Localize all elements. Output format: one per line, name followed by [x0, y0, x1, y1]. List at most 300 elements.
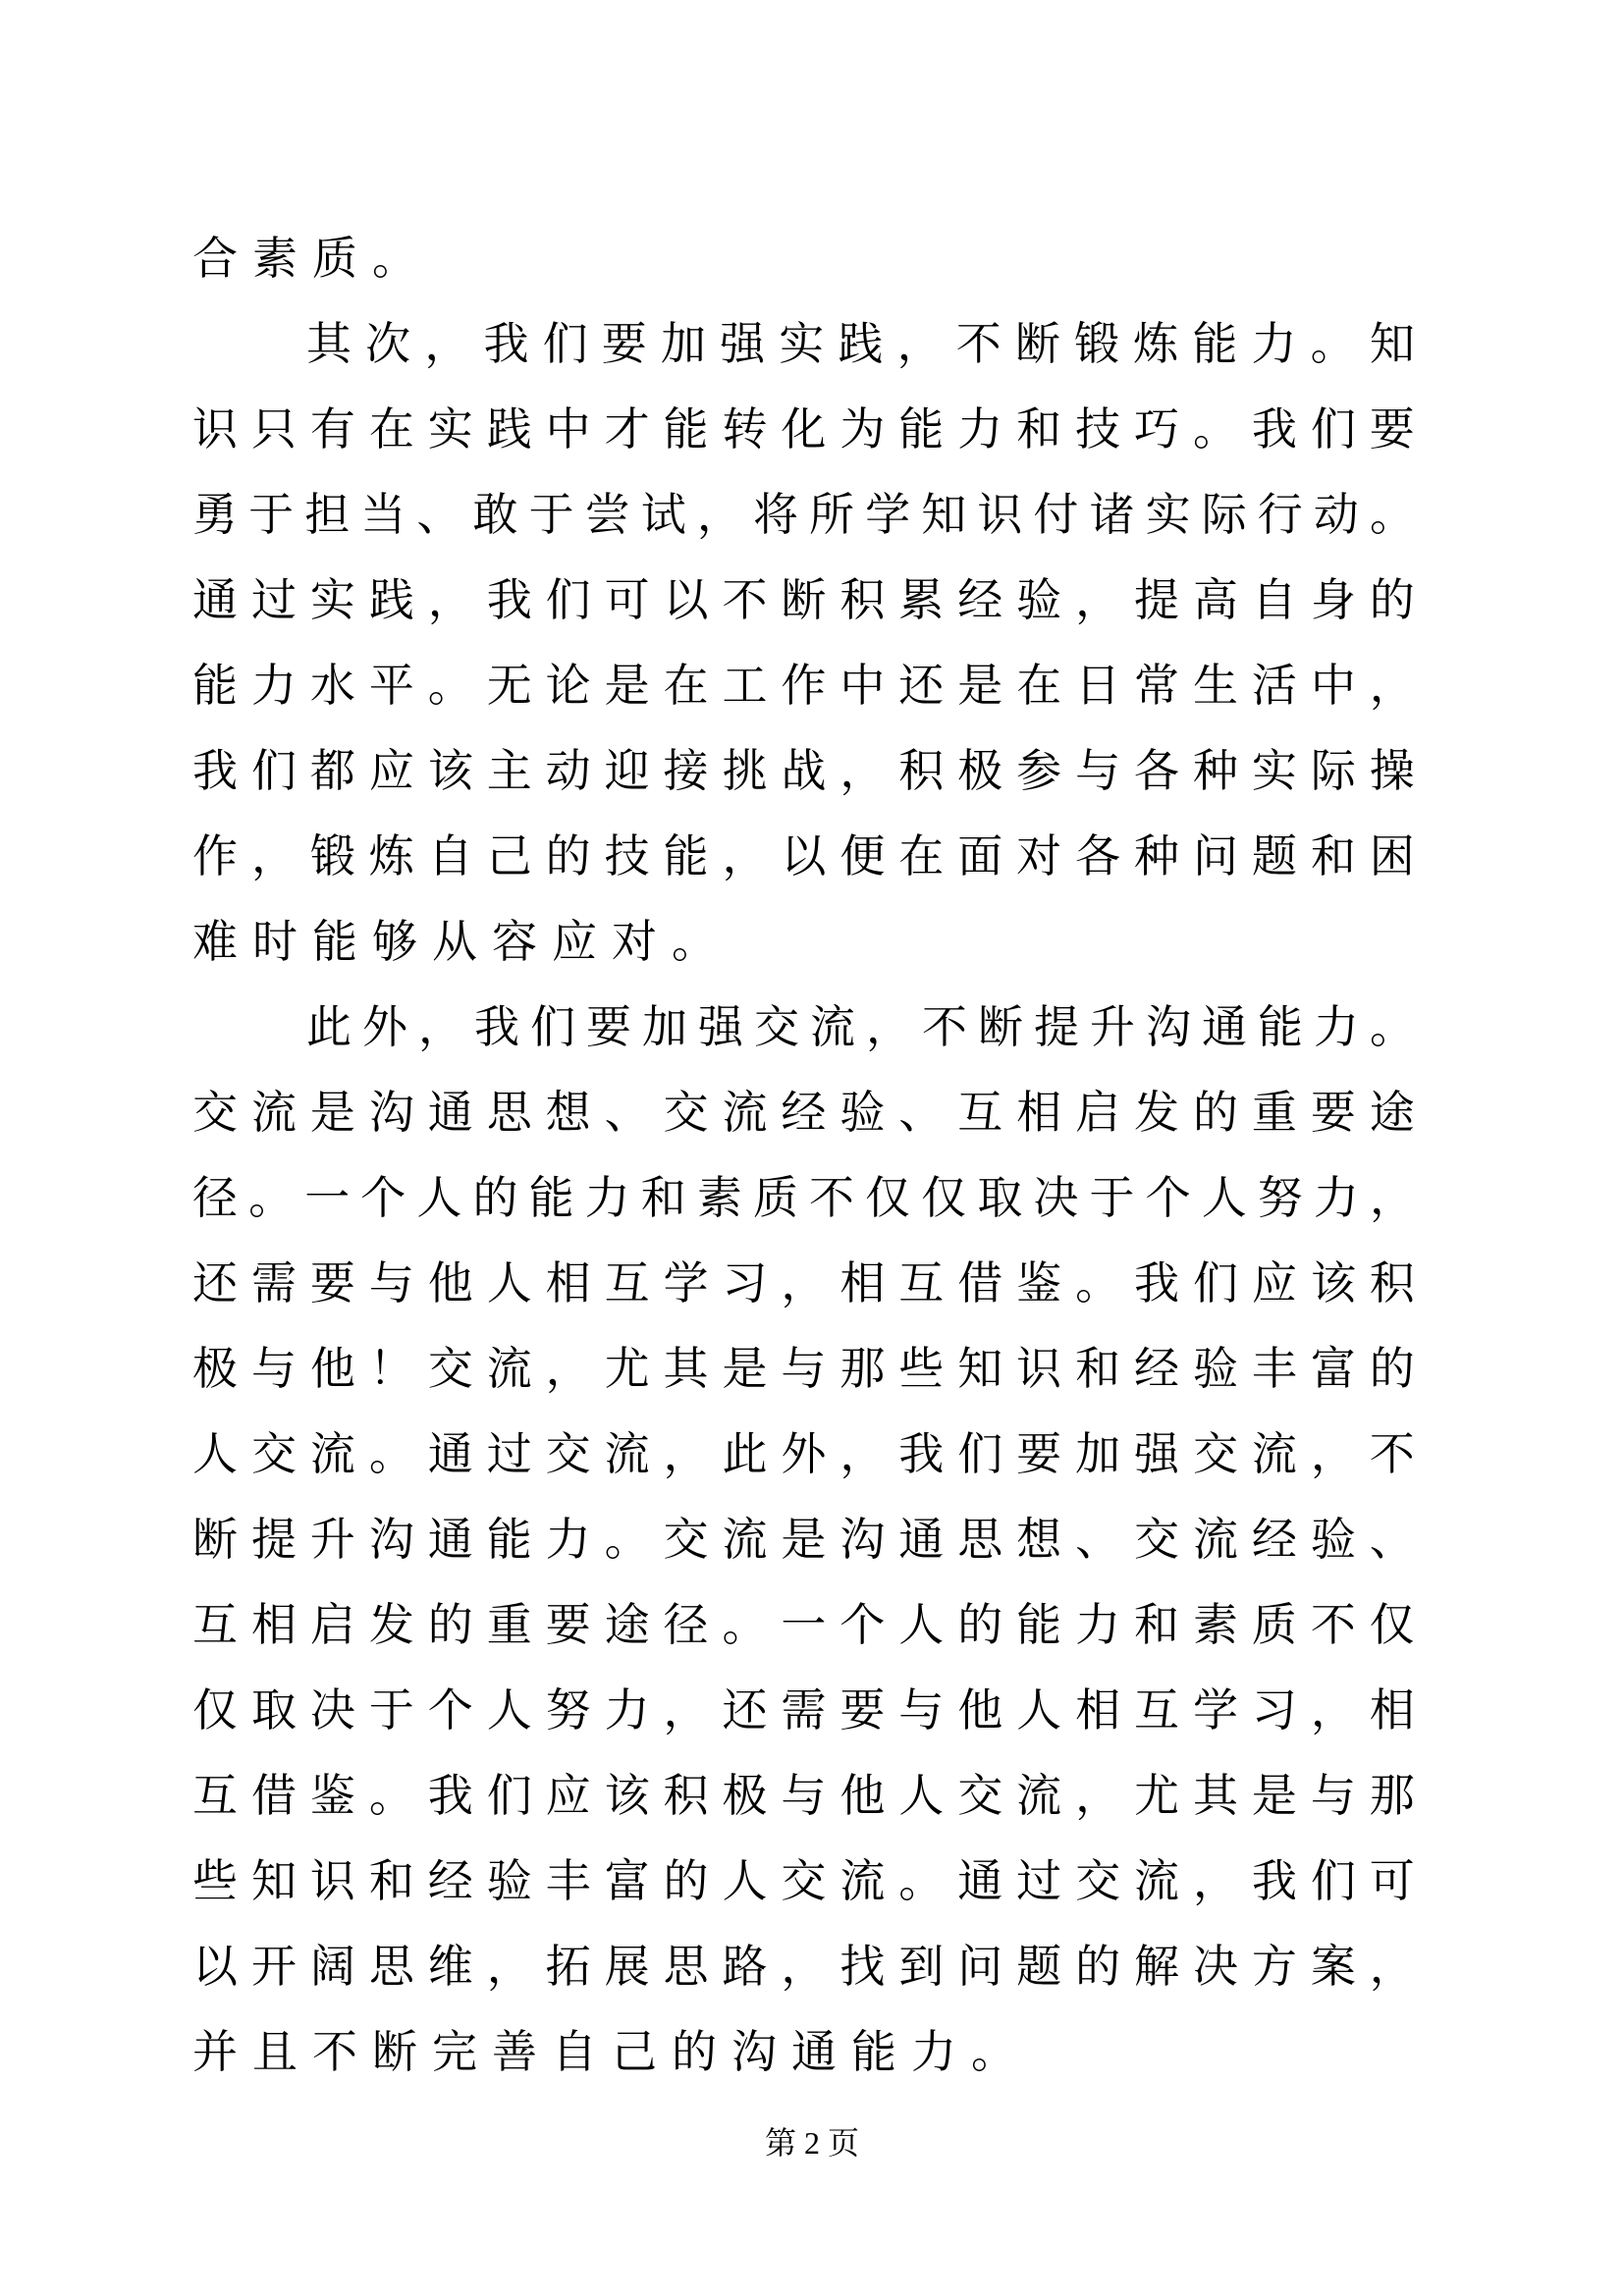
char: 交 — [957, 1769, 1003, 1821]
char: 取 — [250, 1683, 297, 1735]
char: 有 — [309, 402, 355, 454]
text-line — [192, 383, 1415, 468]
char: 中 — [545, 402, 591, 454]
text-line — [192, 1237, 1415, 1322]
char: 。 — [971, 2025, 1016, 2077]
char: 各 — [1075, 829, 1121, 881]
char: 要 — [545, 1598, 591, 1650]
char: 们 — [1310, 1854, 1356, 1906]
document-body — [192, 212, 1415, 2091]
char: 我 — [474, 1000, 519, 1052]
char: 强 — [698, 1000, 743, 1052]
char: 还 — [722, 1683, 768, 1735]
char: 和 — [1075, 1342, 1121, 1394]
char: 是 — [1251, 1769, 1297, 1821]
char: 作 — [192, 829, 238, 881]
char: 加 — [1075, 1427, 1121, 1479]
char: 题 — [1016, 1940, 1062, 1992]
char: 流 — [604, 1427, 650, 1479]
char: 与 — [781, 1342, 827, 1394]
char: 中 — [839, 659, 886, 711]
char: 转 — [722, 402, 768, 454]
char: 经 — [427, 1854, 473, 1906]
char: 不 — [312, 2025, 357, 2077]
char: 要 — [1369, 402, 1415, 454]
char: 想 — [1016, 1513, 1062, 1565]
char: 通 — [427, 1513, 473, 1565]
char: 、 — [604, 1086, 650, 1138]
char: ！ — [368, 1342, 414, 1394]
char: 、 — [1369, 1513, 1415, 1565]
char: 不 — [809, 1171, 855, 1223]
char: 的 — [1369, 1342, 1415, 1394]
char: 通 — [427, 1427, 473, 1479]
char: 力 — [911, 2025, 956, 2077]
char: 需 — [781, 1683, 827, 1735]
char: 时 — [252, 915, 298, 967]
char: 极 — [192, 1342, 238, 1394]
char: 迎 — [604, 744, 650, 796]
char: 和 — [368, 1854, 414, 1906]
char: 他 — [839, 1769, 886, 1821]
char: 要 — [309, 1256, 355, 1308]
char: 沟 — [731, 2025, 777, 2077]
char: 平 — [368, 659, 414, 711]
char: 以 — [192, 1940, 238, 1992]
char: 验 — [1310, 1513, 1356, 1565]
char: ， — [1075, 573, 1121, 625]
char: 巧 — [1134, 402, 1179, 454]
char: 流 — [1251, 1427, 1297, 1479]
char: 实 — [779, 317, 825, 369]
char: 和 — [1134, 1598, 1179, 1650]
char: 相 — [1369, 1683, 1415, 1735]
char: 容 — [492, 915, 537, 967]
char: ， — [1075, 1769, 1121, 1821]
char: 到 — [898, 1940, 945, 1992]
char: 与 — [368, 1256, 414, 1308]
char: 径 — [663, 1598, 709, 1650]
char: 质 — [1251, 1598, 1297, 1650]
char: 面 — [957, 829, 1003, 881]
char: ， — [250, 829, 297, 881]
char: 质 — [312, 232, 357, 284]
char: 互 — [898, 1256, 945, 1308]
char: 流 — [1016, 1769, 1062, 1821]
char: 交 — [250, 1427, 297, 1479]
char: 努 — [1257, 1171, 1303, 1223]
char: 交 — [545, 1427, 591, 1479]
char: 此 — [722, 1427, 768, 1479]
char: 过 — [1016, 1854, 1062, 1906]
char: 主 — [486, 744, 532, 796]
char: 便 — [839, 829, 886, 881]
page-footer — [0, 2118, 1624, 2163]
text-line — [192, 895, 1415, 981]
char: 通 — [898, 1513, 945, 1565]
char: 在 — [898, 829, 945, 881]
char: 经 — [1251, 1513, 1297, 1565]
char: 应 — [1251, 1256, 1297, 1308]
char: 知 — [921, 488, 967, 540]
text-line — [192, 468, 1415, 554]
char: 那 — [1369, 1769, 1415, 1821]
char: 作 — [781, 659, 827, 711]
char: 识 — [309, 1854, 355, 1906]
char: 交 — [427, 1342, 473, 1394]
text-line — [192, 810, 1415, 895]
char: 人 — [898, 1769, 945, 1821]
text-line — [192, 1322, 1415, 1408]
char: 论 — [545, 659, 591, 711]
char: 水 — [309, 659, 355, 711]
char: 。 — [368, 1769, 414, 1821]
char: 力 — [1075, 1598, 1121, 1650]
char: 他 — [427, 1256, 473, 1308]
char: 加 — [660, 317, 706, 369]
char: 与 — [898, 1683, 945, 1735]
char: 借 — [250, 1769, 297, 1821]
char: 决 — [1192, 1940, 1238, 1992]
char: 际 — [1201, 488, 1247, 540]
char: ， — [696, 488, 742, 540]
char: 途 — [1369, 1086, 1415, 1138]
char: 沟 — [1146, 1000, 1191, 1052]
char: 身 — [1310, 573, 1356, 625]
char: 需 — [250, 1256, 297, 1308]
char: 己 — [486, 829, 532, 881]
char: 径 — [192, 1171, 238, 1223]
char: 人 — [898, 1598, 945, 1650]
char: 够 — [372, 915, 417, 967]
char: 实 — [1145, 488, 1191, 540]
char: 累 — [898, 573, 945, 625]
char: 断 — [192, 1513, 238, 1565]
char: 人 — [486, 1683, 532, 1735]
text-line — [192, 1835, 1415, 1920]
char: 拓 — [545, 1940, 591, 1992]
char: 动 — [545, 744, 591, 796]
char: 人 — [416, 1171, 462, 1223]
text-line — [192, 212, 1415, 297]
char: 个 — [360, 1171, 406, 1223]
char: 。 — [898, 1854, 945, 1906]
char: 。 — [722, 1598, 768, 1650]
char: 能 — [1192, 317, 1238, 369]
char: 合 — [192, 232, 238, 284]
char: 要 — [839, 1683, 886, 1735]
char: 在 — [663, 659, 709, 711]
char: 强 — [1134, 1427, 1179, 1479]
char: 断 — [781, 573, 827, 625]
char: 交 — [663, 1086, 709, 1138]
char: 仅 — [1369, 1598, 1415, 1650]
char: 积 — [1369, 1256, 1415, 1308]
char: ， — [866, 1000, 911, 1052]
char: 挑 — [722, 744, 768, 796]
char: 诸 — [1089, 488, 1135, 540]
char: 践 — [838, 317, 884, 369]
char: 习 — [1251, 1683, 1297, 1735]
char: 交 — [1134, 1513, 1179, 1565]
char: 识 — [192, 402, 238, 454]
char: 努 — [545, 1683, 591, 1735]
char: 锻 — [309, 829, 355, 881]
char: 经 — [957, 573, 1003, 625]
char: ， — [1310, 1683, 1356, 1735]
char: ， — [486, 1940, 532, 1992]
char: 相 — [839, 1256, 886, 1308]
char: 识 — [977, 488, 1023, 540]
char: 的 — [663, 1854, 709, 1906]
char: ， — [418, 1000, 463, 1052]
char: 且 — [252, 2025, 298, 2077]
char: 行 — [1257, 488, 1303, 540]
char: 应 — [545, 1769, 591, 1821]
char: 我 — [483, 317, 529, 369]
char: 完 — [432, 2025, 477, 2077]
char: 互 — [1134, 1683, 1179, 1735]
char: 以 — [663, 573, 709, 625]
text-line — [192, 981, 1415, 1066]
char: 不 — [922, 1000, 967, 1052]
char: 鉴 — [1016, 1256, 1062, 1308]
char: 断 — [978, 1000, 1023, 1052]
char: 路 — [722, 1940, 768, 1992]
char: 案 — [1310, 1940, 1356, 1992]
char: 互 — [192, 1769, 238, 1821]
char: 困 — [1369, 829, 1415, 881]
char: 于 — [368, 1683, 414, 1735]
char: 。 — [1192, 402, 1238, 454]
char: 途 — [604, 1598, 650, 1650]
char: 该 — [604, 1769, 650, 1821]
char: 可 — [1369, 1854, 1415, 1906]
char: 那 — [839, 1342, 886, 1394]
char: 并 — [192, 2025, 238, 2077]
char: 们 — [542, 317, 588, 369]
char: 能 — [898, 402, 945, 454]
char: 思 — [486, 1086, 532, 1138]
char: 要 — [1310, 1086, 1356, 1138]
char: 人 — [722, 1854, 768, 1906]
char: 能 — [851, 2025, 896, 2077]
text-line — [192, 554, 1415, 639]
char: 素 — [696, 1171, 742, 1223]
char: ， — [663, 1683, 709, 1735]
char: 们 — [530, 1000, 575, 1052]
char: 提 — [1134, 573, 1179, 625]
text-line — [192, 1408, 1415, 1493]
char: 该 — [1310, 1256, 1356, 1308]
char: 以 — [781, 829, 827, 881]
char: 炼 — [1133, 317, 1179, 369]
char: 加 — [642, 1000, 687, 1052]
char: 题 — [1251, 829, 1297, 881]
char: 其 — [306, 317, 352, 369]
char: 个 — [839, 1598, 886, 1650]
char: 通 — [791, 2025, 837, 2077]
char: 识 — [1016, 1342, 1062, 1394]
char: 、 — [1075, 1513, 1121, 1565]
text-line — [192, 639, 1415, 724]
char: ， — [781, 1256, 827, 1308]
char: 流 — [1192, 1513, 1238, 1565]
char: 方 — [1251, 1940, 1297, 1992]
char: ， — [1310, 1427, 1356, 1479]
char: 实 — [309, 573, 355, 625]
char: 能 — [312, 915, 357, 967]
char: 强 — [720, 317, 766, 369]
char: 们 — [957, 1427, 1003, 1479]
char: 我 — [427, 1769, 473, 1821]
char: 各 — [1134, 744, 1179, 796]
char: 实 — [427, 402, 473, 454]
char: 接 — [663, 744, 709, 796]
char: 力 — [250, 659, 297, 711]
char: 启 — [309, 1598, 355, 1650]
char: 不 — [955, 317, 1001, 369]
char: 借 — [957, 1256, 1003, 1308]
char: 过 — [486, 1427, 532, 1479]
char: 决 — [1033, 1171, 1079, 1223]
char: 过 — [250, 573, 297, 625]
char: 验 — [1016, 573, 1062, 625]
char: 们 — [1192, 1256, 1238, 1308]
char: 流 — [839, 1854, 886, 1906]
char: 通 — [957, 1854, 1003, 1906]
char: 发 — [368, 1598, 414, 1650]
char: 。 — [1075, 1256, 1121, 1308]
char: 思 — [957, 1513, 1003, 1565]
char: 。 — [372, 232, 417, 284]
char: ， — [839, 1427, 886, 1479]
char: 敢 — [472, 488, 518, 540]
char: 是 — [957, 659, 1003, 711]
char: 富 — [604, 1854, 650, 1906]
char: 与 — [781, 1769, 827, 1821]
char: 从 — [432, 915, 477, 967]
char: 知 — [1369, 317, 1415, 369]
char: 他 — [309, 1342, 355, 1394]
char: 能 — [663, 402, 709, 454]
char: 不 — [1310, 1598, 1356, 1650]
char: 力 — [545, 1513, 591, 1565]
char: 相 — [250, 1598, 297, 1650]
char: 能 — [486, 1513, 532, 1565]
char: 学 — [663, 1256, 709, 1308]
char: ， — [663, 1427, 709, 1479]
char: 与 — [250, 1342, 297, 1394]
char: 重 — [486, 1598, 532, 1650]
char: ， — [545, 1342, 591, 1394]
char: 与 — [1075, 744, 1121, 796]
char: 可 — [604, 573, 650, 625]
char: 交 — [1075, 1854, 1121, 1906]
char: 知 — [957, 1342, 1003, 1394]
char: 要 — [1016, 1427, 1062, 1479]
text-line — [192, 1749, 1415, 1835]
char: 的 — [427, 1598, 473, 1650]
char: 种 — [1192, 744, 1238, 796]
char: 们 — [545, 573, 591, 625]
char: 力 — [1313, 1171, 1359, 1223]
text-line — [192, 1493, 1415, 1578]
char: 人 — [1016, 1683, 1062, 1735]
char: 们 — [1310, 402, 1356, 454]
char: 践 — [486, 402, 532, 454]
char: 力 — [604, 1683, 650, 1735]
char: 我 — [486, 573, 532, 625]
char: 我 — [898, 1427, 945, 1479]
char: 善 — [492, 2025, 537, 2077]
char: 沟 — [368, 1513, 414, 1565]
char: 阔 — [309, 1940, 355, 1992]
char: 相 — [1075, 1683, 1121, 1735]
char: 维 — [427, 1940, 473, 1992]
char: 习 — [722, 1256, 768, 1308]
char: 次 — [365, 317, 411, 369]
char: 思 — [663, 1940, 709, 1992]
char: 积 — [663, 1769, 709, 1821]
char: 验 — [839, 1086, 886, 1138]
char: ， — [781, 1940, 827, 1992]
char: 才 — [604, 402, 650, 454]
char: 沟 — [368, 1086, 414, 1138]
char: 的 — [1192, 1086, 1238, 1138]
char: 付 — [1033, 488, 1079, 540]
char: 应 — [368, 744, 414, 796]
char: 高 — [1192, 573, 1238, 625]
char: 展 — [604, 1940, 650, 1992]
char: 还 — [192, 1256, 238, 1308]
char: 决 — [309, 1683, 355, 1735]
char: 外 — [362, 1000, 407, 1052]
text-line — [192, 2005, 1415, 2091]
char: 解 — [1134, 1940, 1179, 1992]
char: 流 — [722, 1513, 768, 1565]
char: 极 — [722, 1769, 768, 1821]
char: 在 — [1016, 659, 1062, 711]
char: 生 — [1192, 659, 1238, 711]
char: 中 — [1310, 659, 1356, 711]
char: ， — [722, 829, 768, 881]
char: 此 — [306, 1000, 352, 1052]
char: 。 — [1370, 1000, 1415, 1052]
char: 动 — [1313, 488, 1359, 540]
char: 能 — [1258, 1000, 1303, 1052]
char: 丰 — [545, 1854, 591, 1906]
char: 践 — [368, 573, 414, 625]
char: 的 — [545, 829, 591, 881]
char: 验 — [1192, 1342, 1238, 1394]
char: 炼 — [368, 829, 414, 881]
char: 仅 — [192, 1683, 238, 1735]
text-line — [192, 724, 1415, 810]
char: 所 — [809, 488, 855, 540]
char: 的 — [957, 1598, 1003, 1650]
char: 通 — [1202, 1000, 1247, 1052]
char: 还 — [898, 659, 945, 711]
char: 将 — [752, 488, 798, 540]
char: 交 — [781, 1854, 827, 1906]
char: 人 — [1201, 1171, 1247, 1223]
char: 该 — [427, 744, 473, 796]
char: ， — [1369, 1940, 1415, 1992]
char: 个 — [1145, 1171, 1191, 1223]
char: 自 — [552, 2025, 597, 2077]
char: 。 — [427, 659, 473, 711]
